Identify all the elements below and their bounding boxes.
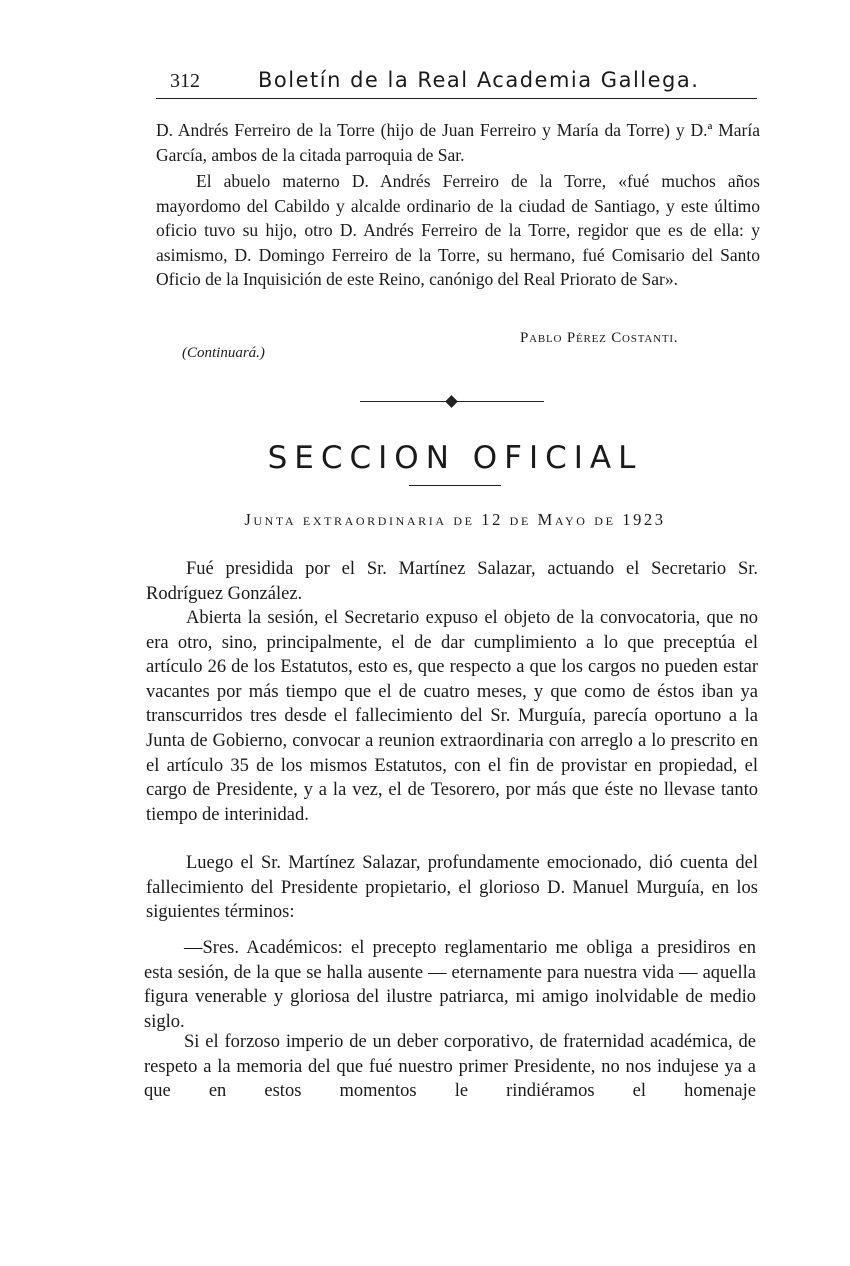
minutes-paragraph: Si el forzoso imperio de un deber corporativo, de fraternidad académica, de respeto a la memoria del que fué nuestro primer Presidente, no nos indujese ya a que en estos momentos le rindiéramos el homenaje [144,1032,756,1102]
page-number: 312 [170,70,200,92]
section-divider [360,400,544,404]
minutes-paragraph: Luego el Sr. Martínez Salazar, profundamente emocionado, dió cuenta del fallecimiento del Presidente propietario, el glorioso D. Manuel Murguía, en los siguientes términos: [146,853,758,923]
diamond-ornament-icon [445,395,458,408]
running-header [156,68,756,98]
continuation-note: (Continuará.) [182,345,265,361]
minutes-paragraph: —Sres. Académicos: el precepto reglamentario me obliga a presidiros en esta sesión, de la que se halla ausente — eternamente para nuestra vida — aquella figura venerable y gloriosa del ilustre patriarca, mi amigo inolvidable de medio siglo. [144,938,756,1032]
minutes-paragraph: Fué presidida por el Sr. Martínez Salazar, actuando el Secretario Sr. Rodríguez González. [146,559,758,604]
meeting-title: Junta extraordinaria de 12 de Mayo de 1923 [244,510,666,529]
previous-article-paragraph: D. Andrés Ferreiro de la Torre (hijo de Juan Ferreiro y María da Torre) y D.ª María García, ambos de la citada parroquia de Sar. [156,120,760,165]
running-title: Boletín de la Real Academia Gallega. [258,68,700,92]
section-title-rule [409,485,501,486]
author-signature: Pablo Pérez Costanti. [520,330,679,346]
previous-article-paragraph: El abuelo materno D. Andrés Ferreiro de la Torre, «fué muchos años mayordomo del Cabildo y alcalde ordinario de la ciudad de Santiago, y este último oficio tuvo su hijo, otro D. Andrés Ferreiro de la Torre, regidor que es de ella: y asimismo, D. Domingo Ferreiro de la Torre, su hermano, fué Comisario del Santo Oficio de la Inquisición de este Reino, canónigo del Real Priorato de Sar». [156,171,760,289]
header-rule [156,98,757,99]
section-title: SECCION OFICIAL [267,440,643,476]
minutes-paragraph: Abierta la sesión, el Secretario expuso el objeto de la convocatoria, que no era otro, sino, principalmente, el de dar cumplimiento a lo que preceptúa el artículo 26 de los Estatutos, esto es, que respecto a que los cargos no pueden estar vacantes por más tiempo que el de cuatro meses, y que como de éstos iban ya transcurridos tres desde el fallecimiento del Sr. Murguía, parecía oportuno a la Junta de Gobierno, convocar a reunion extraordinaria con arreglo a lo prescrito en el artículo 35 de los mismos Estatutos, con el fin de provistar en propiedad, el cargo de Presidente, y a la vez, el de Tesorero, por más que éste no llevase tanto tiempo de interinidad. [146,608,758,825]
